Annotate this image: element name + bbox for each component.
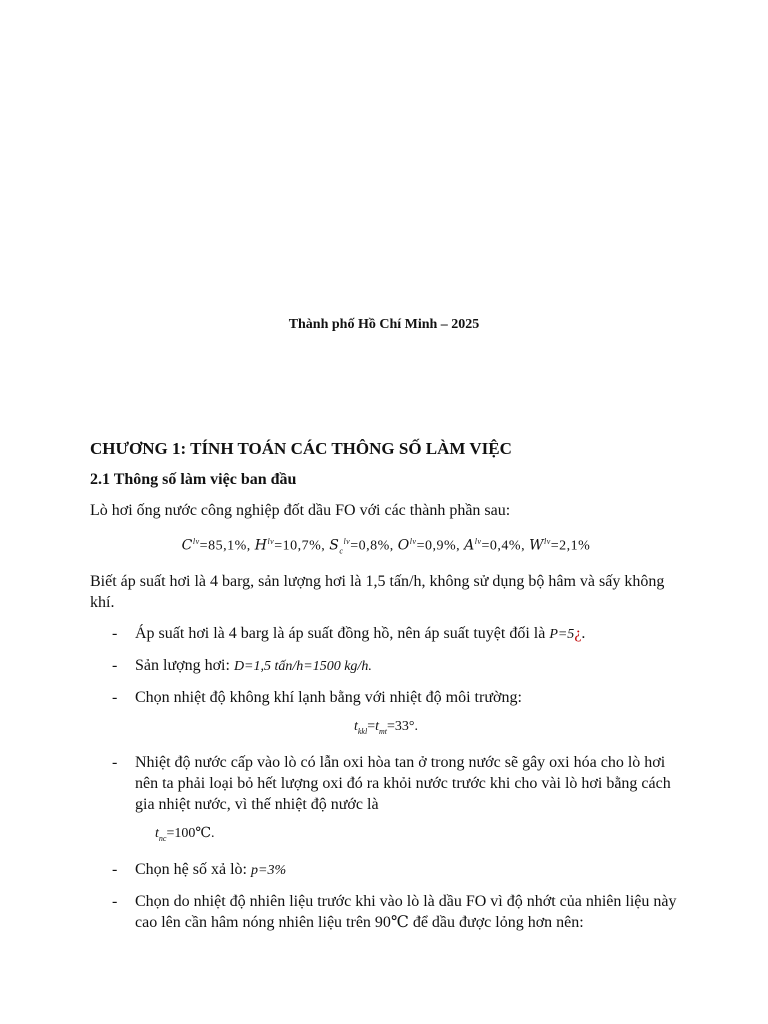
cover-city-year: Thành phố Hồ Chí Minh – 2025 (288, 317, 480, 332)
list-item: - Áp suất hơi là 4 barg là áp suất đồng hồ, nên áp suất tuyệt đối là P=5¿. (112, 625, 586, 643)
intro-paragraph: Lò hơi ống nước công nghiệp đốt dầu FO với các thành phần sau: (90, 502, 511, 519)
feedwater-temperature-equation: $t_{nc}=100℃$. (155, 826, 215, 844)
section-title: 2.1 Thông số làm việc ban đầu (90, 471, 297, 488)
fuel-composition-formula: $C^{lv}=85,1\%$, $H^{lv}=10,7\%$, $S_c^{lv}=0,8\%$, $O^{lv}=0,9\%$, $A^{lv}=0,4\%$, $W^{lv}=2,1\%$ (181, 537, 591, 556)
chapter-content (90, 438, 682, 943)
parameter-list (90, 623, 682, 933)
list-item: - Chọn do nhiệt độ nhiên liệu trước khi vào lò là dầu FO vì độ nhớt của nhiên liệu này cao lên cần hâm nóng nhiên liệu trên 90℃ để dầu được lỏng hơn nên: (112, 893, 677, 932)
list-item: - Sản lượng hơi: D=1,5 tấn/h=1500 kg/h. (112, 657, 372, 675)
list-item: - Chọn nhiệt độ không khí lạnh bằng với nhiệt độ môi trường: $t_{kkl}=t_{mt}=33^\circ$. (90, 687, 682, 742)
pressure-paragraph: Biết áp suất hơi là 4 barg, sản lượng hơi là 1,5 tấn/h, không sử dụng bộ hâm và sấy không khí. (90, 573, 665, 612)
list-item: - Chọn hệ số xả lò: p=3% (112, 861, 287, 879)
chapter-title: CHƯƠNG 1: TÍNH TOÁN CÁC THÔNG SỐ LÀM VIỆC (90, 439, 512, 458)
air-temperature-equation: $t_{kkl}=t_{mt}=33^\circ$. (353, 719, 418, 737)
list-item: - Nhiệt độ nước cấp vào lò có lẫn oxi hòa tan ở trong nước sẽ gây oxi hóa cho lò hơi nên ta phải loại bỏ hết lượng oxi đó ra khỏi nước trước khi cho vài lò hơi bằng cách gia nhiệt nước, vì thế nhiệt độ nước là $t_{nc}=100℃$. (90, 752, 682, 849)
